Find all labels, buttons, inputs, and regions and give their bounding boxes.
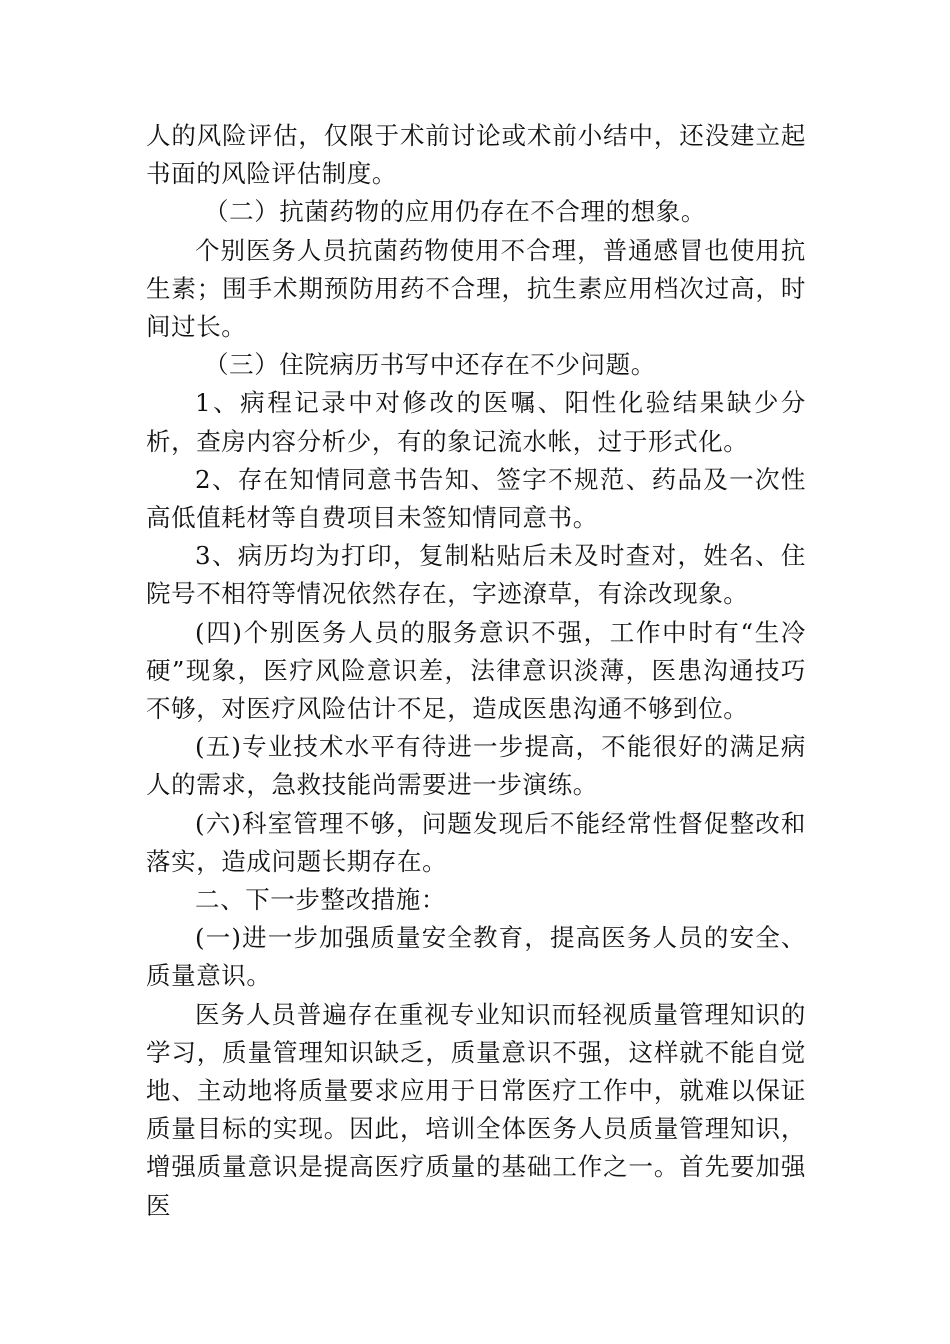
paragraph-department-management: (六)科室管理不够，问题发现后不能经常性督促整改和落实，造成问题长期存在。 bbox=[146, 808, 806, 876]
heading-next-steps: 二、下一步整改措施： bbox=[195, 885, 446, 915]
heading-medical-records: （三）住院病历书写中还存在不少问题。 bbox=[204, 350, 656, 380]
paragraph-antibiotics: 个别医务人员抗菌药物使用不合理，普通感冒也使用抗生素；围手术期预防用药不合理，抗生素应用档次过高，时间过长。 bbox=[146, 235, 806, 342]
paragraph-quality-management: 医务人员普遍存在重视专业知识而轻视质量管理知识的学习，质量管理知识缺乏，质量意识不强，这样就不能自觉地、主动地将质量要求应用于日常医疗工作中，就难以保证质量目标的实现。因此，培训全体医务人员质量管理知识，增强质量意识是提高医疗质量的基础工作之一。首先要加强医 bbox=[146, 999, 806, 1220]
paragraph-quality-education: (一)进一步加强质量安全教育，提高医务人员的安全、质量意识。 bbox=[146, 923, 806, 991]
paragraph-risk-assessment: 人的风险评估，仅限于术前讨论或术前小结中，还没建立起书面的风险评估制度。 bbox=[146, 121, 806, 189]
heading-antibiotics: （二）抗菌药物的应用仍存在不合理的想象。 bbox=[204, 197, 706, 227]
paragraph-service-awareness: (四)个别医务人员的服务意识不强，工作中时有“生冷硬”现象，医疗风险意识差，法律意识淡薄，医患沟通技巧不够，对医疗风险估计不足，造成医患沟通不够到位。 bbox=[146, 617, 806, 724]
paragraph-record-item-2: 2、存在知情同意书告知、签字不规范、药品及一次性高低值耗材等自费项目未签知情同意书。 bbox=[146, 464, 806, 533]
document-page bbox=[146, 117, 806, 1225]
paragraph-record-item-3: 3、病历均为打印，复制粘贴后未及时查对，姓名、住院号不相符等情况依然存在，字迹潦草，有涂改现象。 bbox=[146, 541, 806, 609]
paragraph-technical-level: (五)专业技术水平有待进一步提高，不能很好的满足病人的需求，急救技能尚需要进一步演练。 bbox=[146, 732, 806, 800]
paragraph-record-item-1: 1、病程记录中对修改的医嘱、阳性化验结果缺少分析，查房内容分析少，有的象记流水帐，过于形式化。 bbox=[146, 388, 806, 456]
